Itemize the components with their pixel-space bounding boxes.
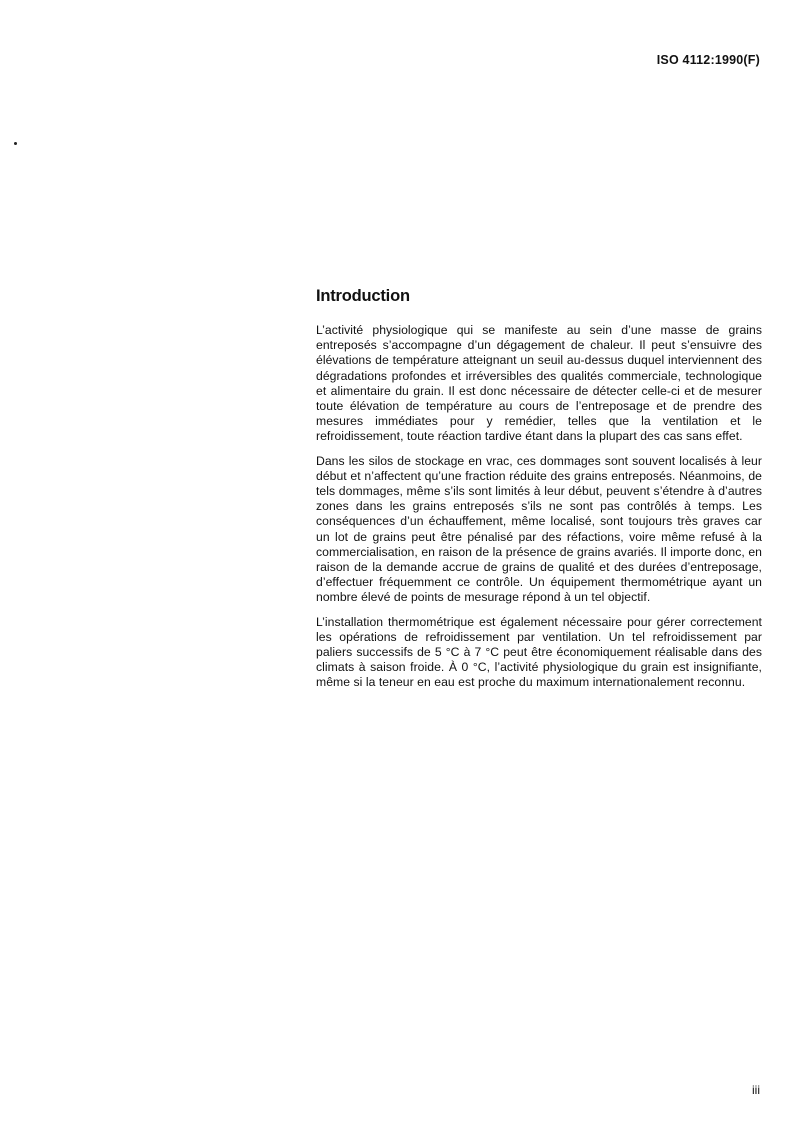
document-id: ISO 4112:1990(F) <box>656 53 760 67</box>
page-number: iii <box>752 1083 760 1097</box>
paragraph-1: L’activité physiologique qui se manifeste au sein d’une masse de grains entreposés s’accompagne d’un dégagement de chaleur. Il peut s’ensuivre des élévations de température atteignant un seuil au-dessus duquel interviennent des dégradations profondes et irréversibles des qualités commerciale, technologique et alimentaire du grain. Il est donc nécessaire de détecter celle-ci et de mesurer toute élévation de température au cours de l’entreposage et de prendre des mesures immédiates pour y remédier, telles que la ventilation et le refroidissement, toute réaction tardive étant dans la plupart des cas sans effet. <box>316 323 762 444</box>
paragraph-3: L’installation thermométrique est également nécessaire pour gérer correctement les opérations de refroidissement par ventilation. Un tel refroidissement par paliers successifs de 5 °C à 7 °C peut être économiquement réalisable dans des climats à saison froide. À 0 °C, l’activité physiologique du grain est insignifiante, même si la teneur en eau est proche du maximum internationalement reconnu. <box>316 614 762 690</box>
section-title: Introduction <box>316 287 410 305</box>
scan-dot <box>14 142 17 145</box>
introduction-section <box>316 287 762 700</box>
paragraph-2: Dans les silos de stockage en vrac, ces dommages sont souvent localisés à leur début et n’affectent qu’une fraction réduite des grains entreposés. Néanmoins, de tels dommages, même s’ils sont limités à leur début, peuvent s’étendre à d’autres zones dans les grains entreposés s’ils ne sont pas contrôlés à temps. Les conséquences d’un échauffement, même localisé, sont toujours très graves car un lot de grains peut être pénalisé par des réfactions, voire même refusé à la commercialisation, en raison de la présence de grains avariés. Il importe donc, en raison de la demande accrue de grains de qualité et des durées d’entreposage, d’effectuer fréquemment ce contrôle. Un équipement thermométrique ayant un nombre élevé de points de mesurage répond à un tel objectif. <box>316 453 762 605</box>
